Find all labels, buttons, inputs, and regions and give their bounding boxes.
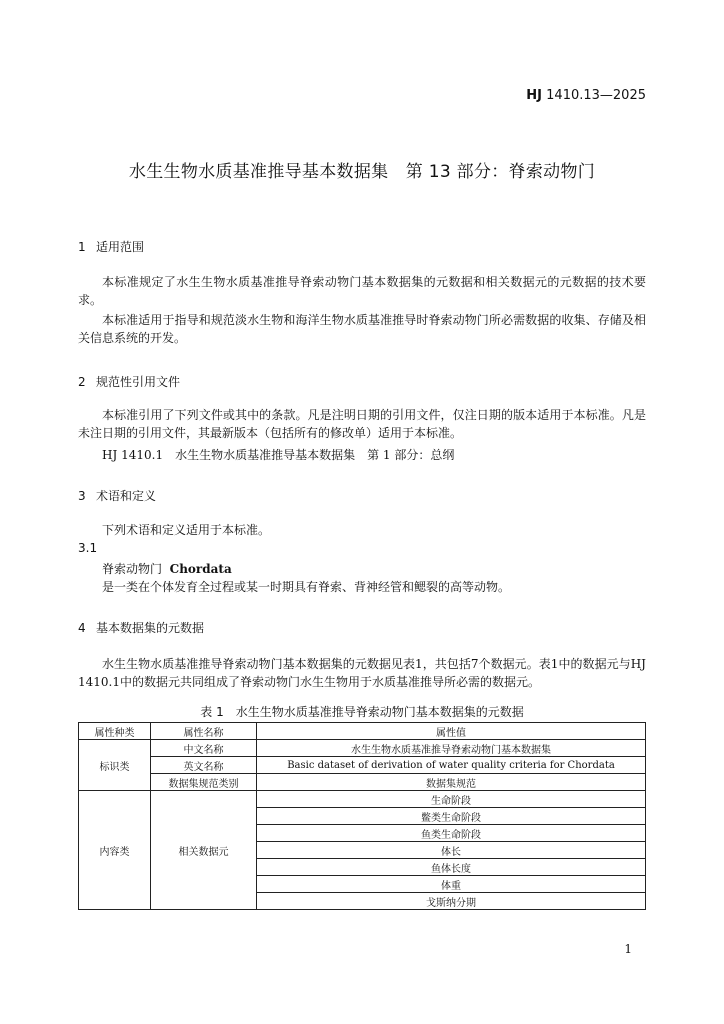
attribute-name-cell: 中文名称 [151,740,257,757]
table-header-cell: 属性种类 [79,723,151,740]
attribute-name-cell: 英文名称 [151,757,257,774]
attribute-value-cell: 戈斯纳分期 [257,893,646,910]
table-header-row [79,723,646,740]
attribute-value-cell: 体重 [257,876,646,893]
term-definition: 是一类在个体发育全过程或某一时期具有脊索、背神经管和鳃裂的高等动物。 [102,580,511,594]
standard-code-prefix: HJ [526,88,543,103]
attribute-value-cell: 鳖类生命阶段 [257,808,646,825]
section-number: 4 [78,621,86,635]
table-row [79,791,646,808]
section-1-paragraph-1: 本标准规定了水生生物水质基准推导脊索动物门基本数据集的元数据和相关数据元的元数据的技术要求。 [78,275,646,307]
term-english: Chordata [169,562,232,576]
section-2-paragraph-1: 本标准引用了下列文件或其中的条款。凡是注明日期的引用文件，仅注日期的版本适用于本标准。凡是未注日期的引用文件，其最新版本（包括所有的修改单）适用于本标准。 [78,408,646,440]
section-number: 2 [78,375,86,389]
table-row [79,757,646,774]
section-title: 规范性引用文件 [96,375,181,389]
section-1-heading [78,238,144,255]
standard-code-number: 1410.13—2025 [546,88,646,103]
section-number: 1 [78,240,86,254]
section-title: 适用范围 [96,240,145,254]
attribute-value-cell: Basic dataset of derivation of water quality criteria for Chordata [257,757,646,774]
section-2-heading [78,373,180,390]
attribute-category-cell: 标识类 [79,740,151,791]
table-header-cell: 属性名称 [151,723,257,740]
table-caption: 表 1 水生生物水质基准推导脊索动物门基本数据集的元数据 [200,705,524,719]
section-title: 基本数据集的元数据 [96,621,205,635]
section-3-paragraph-1: 下列术语和定义适用于本标准。 [102,523,271,537]
attribute-name-cell: 相关数据元 [151,791,257,910]
term-entry [102,560,232,577]
table-row [79,740,646,757]
attribute-value-cell: 鱼体长度 [257,859,646,876]
section-title: 术语和定义 [96,489,157,503]
section-4-heading [78,619,204,636]
attribute-value-cell: 水生生物水质基准推导脊索动物门基本数据集 [257,740,646,757]
attribute-value-cell: 鱼类生命阶段 [257,825,646,842]
attribute-name-cell: 数据集规范类别 [151,774,257,791]
table-header-cell: 属性值 [257,723,646,740]
normative-reference: HJ 1410.1 水生生物水质基准推导基本数据集 第 1 部分：总纲 [102,448,455,462]
attribute-value-cell: 数据集规范 [257,774,646,791]
standard-code [526,88,646,103]
attribute-value-cell: 体长 [257,842,646,859]
section-number: 3 [78,489,86,503]
term-number: 3.1 [78,541,98,555]
table-row [79,774,646,791]
section-3-heading [78,487,156,504]
section-1-paragraph-2: 本标准适用于指导和规范淡水生物和海洋生物水质基准推导时脊索动物门所必需数据的收集、存储及相关信息系统的开发。 [78,313,646,345]
term-chinese: 脊索动物门 [102,562,163,576]
attribute-category-cell: 内容类 [79,791,151,910]
attribute-value-cell: 生命阶段 [257,791,646,808]
metadata-table [78,722,646,910]
page-number: 1 [624,942,632,956]
document-title: 水生生物水质基准推导基本数据集 第 13 部分：脊索动物门 [128,162,596,182]
section-4-paragraph-1: 水生生物水质基准推导脊索动物门基本数据集的元数据见表1，共包括7个数据元。表1中的数据元与HJ 1410.1中的数据元共同组成了脊索动物门水生生物用于水质基准推导所必需的数据元。 [78,657,646,689]
